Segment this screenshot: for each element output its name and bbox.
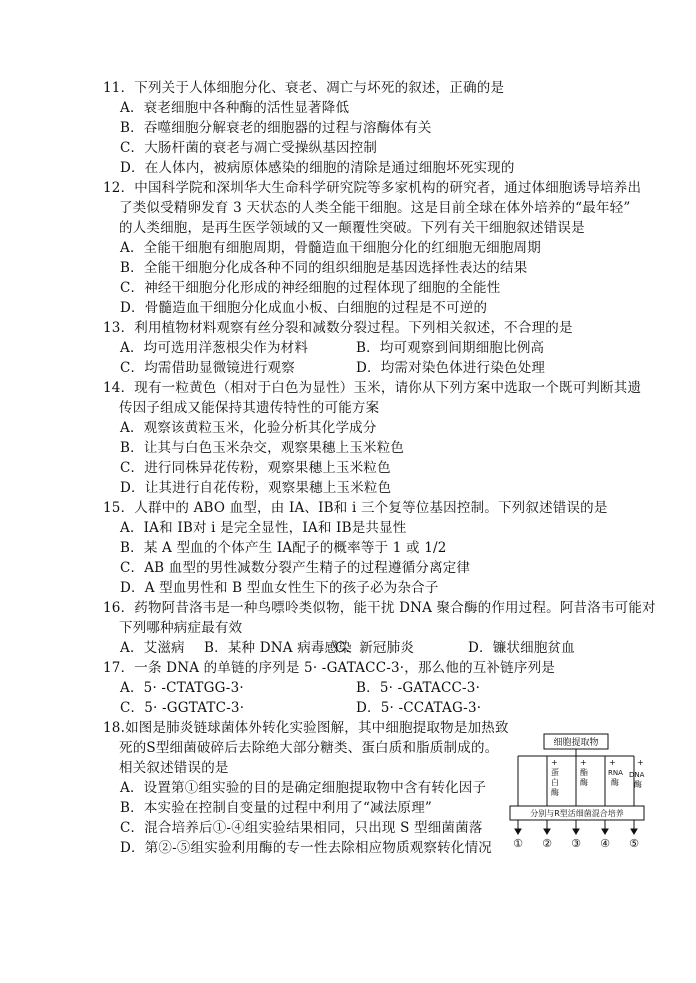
enzyme-esterase-1: 酯 (580, 768, 588, 777)
q14-stem-line1: 14．现有一粒黄色（相对于白色为显性）玉米，请你从下列方案中选取一个既可判断其遗 (103, 380, 642, 396)
q15-option-d: D．A 型血男性和 B 型血女性生下的孩子必为杂合子 (120, 580, 439, 596)
q17-option-c: C．5· -GGTATC-3· (120, 700, 245, 716)
q13-stem: 13．利用植物材料观察有丝分裂和减数分裂过程。下列相关叙述，不合理的是 (103, 320, 573, 336)
enzyme-protease-3: 酶 (551, 788, 559, 797)
enzyme-rnase-2: 酶 (611, 778, 619, 787)
plus-sign-4: + (609, 758, 616, 767)
q16-stem-line1: 16．药物阿昔洛韦是一种鸟嘌呤类似物，能干扰 DNA 聚合酶的作用过程。阿昔洛韦可能对 (103, 600, 656, 616)
q14-option-d: D．让其进行自花传粉，观察果穗上玉米粒色 (120, 480, 392, 496)
group-4-label: ④ (600, 837, 610, 850)
cell-extract-label: 细胞提取物 (553, 738, 599, 748)
q14-option-c: C．进行同株异花传粉，观察果穗上玉米粒色 (120, 460, 391, 476)
q12-option-c: C．神经干细胞分化形成的神经细胞的过程体现了细胞的全能性 (120, 280, 501, 296)
q13-option-b: B．均可观察到间期细胞比例高 (356, 340, 545, 356)
q18-option-b: B．本实验在控制自变量的过程中利用了“减法原理” (120, 800, 433, 816)
enzyme-dnase-2: 酶 (634, 780, 642, 789)
q11-stem: 11．下列关于人体细胞分化、衰老、凋亡与坏死的叙述，正确的是 (103, 80, 505, 96)
q16-option-b: B．某种 DNA 病毒感染 (204, 640, 352, 656)
q15-option-a: A．IA和 IB对 i 是完全显性，IA和 IB是共显性 (120, 520, 407, 536)
group-2-label: ② (542, 837, 552, 850)
q13-option-d: D．均需对染色体进行染色处理 (356, 360, 546, 376)
q11-option-b: B．吞噬细胞分解衰老的细胞器的过程与溶酶体有关 (120, 120, 432, 136)
mix-culture-label: 分别与R型活细菌混合培养 (530, 809, 624, 818)
q16-option-d: D．镰状细胞贫血 (468, 640, 575, 656)
q14-option-b: B．让其与白色玉米杂交，观察果穗上玉米粒色 (120, 440, 405, 456)
q18-option-d: D．第②-⑤组实验利用酶的专一性去除相应物质观察转化情况 (120, 840, 492, 856)
q18-stem-line3: 相关叙述错误的是 (119, 760, 229, 776)
q15-stem: 15．人群中的 ABO 血型，由 IA、IB和 i 三个复等位基因控制。下列叙述错误的是 (103, 500, 608, 516)
q17-option-a: A．5· -CTATGG-3· (120, 680, 244, 696)
transformation-experiment-diagram (508, 730, 648, 852)
q12-stem-line3: 的人类细胞，是再生医学领域的又一颠覆性突破。下列有关干细胞叙述错误是 (119, 220, 585, 236)
q11-option-d: D．在人体内，被病原体感染的细胞的清除是通过细胞坏死实现的 (120, 160, 515, 176)
enzyme-protease-1: 蛋 (551, 768, 559, 777)
q18-option-c: C．混合培养后①-④组实验结果相同，只出现 S 型细菌菌落 (120, 820, 483, 836)
q12-stem-line2: 了类似受精卵发育 3 天状态的人类全能干细胞。这是目前全球在体外培养的“最年轻” (119, 200, 631, 216)
q17-option-d: D．5· -CCATAG-3· (356, 700, 482, 716)
enzyme-dnase-1: DNA (629, 771, 645, 779)
q13-option-c: C．均需借助显微镜进行观察 (120, 360, 295, 376)
q15-option-c: C．AB 血型的男性减数分裂产生精子的过程遵循分离定律 (120, 560, 471, 576)
q12-stem-line1: 12．中国科学院和深圳华大生命科学研究院等多家机构的研究者，通过体细胞诱导培养出 (103, 180, 642, 196)
q13-option-a: A．均可选用洋葱根尖作为材料 (120, 340, 309, 356)
q16-option-a: A．艾滋病 (120, 640, 185, 656)
plus-sign-2: + (551, 758, 558, 767)
group-1-label: ① (513, 837, 523, 850)
q18-option-a: A．设置第①组实验的目的是确定细胞提取物中含有转化因子 (120, 780, 487, 796)
q18-stem-line2: 死的S型细菌破碎后去除绝大部分糖类、蛋白质和脂质制成的。 (119, 740, 499, 756)
q18-stem-line1: 18.如图是肺炎链球菌体外转化实验图解，其中细胞提取物是加热致 (103, 720, 509, 736)
q15-option-b: B．某 A 型血的个体产生 IA配子的概率等于 1 或 1/2 (120, 540, 447, 556)
q11-option-a: A．衰老细胞中各种酶的活性显著降低 (120, 100, 350, 116)
q12-option-b: B．全能干细胞分化成各种不同的组织细胞是基因选择性表达的结果 (120, 260, 528, 276)
enzyme-rnase-1: RNA (608, 769, 623, 777)
q16-stem-line2: 下列哪种病症最有效 (119, 620, 243, 636)
enzyme-esterase-2: 酶 (580, 778, 588, 787)
q12-option-d: D．骨髓造血干细胞分化成血小板、白细胞的过程是不可逆的 (120, 300, 488, 316)
enzyme-protease-2: 白 (551, 778, 559, 787)
plus-sign-5: + (637, 758, 644, 767)
group-5-label: ⑤ (629, 837, 639, 850)
q11-option-c: C．大肠杆菌的衰老与凋亡受操纵基因控制 (120, 140, 378, 156)
q17-option-b: B．5· -GATACC-3· (356, 680, 481, 696)
q17-stem: 17．一条 DNA 的单链的序列是 5· -GATACC-3·，那么他的互补链序列是 (103, 660, 555, 676)
group-3-label: ③ (571, 837, 581, 850)
q16-option-c: C．新冠肺炎 (335, 640, 415, 656)
q14-option-a: A．观察该黄粒玉米，化验分析其化学成分 (120, 420, 377, 436)
q12-option-a: A．全能干细胞有细胞周期，骨髓造血干细胞分化的红细胞无细胞周期 (120, 240, 541, 256)
q14-stem-line2: 传因子组成又能保持其遗传特性的可能方案 (119, 400, 380, 416)
plus-sign-3: + (580, 758, 587, 767)
